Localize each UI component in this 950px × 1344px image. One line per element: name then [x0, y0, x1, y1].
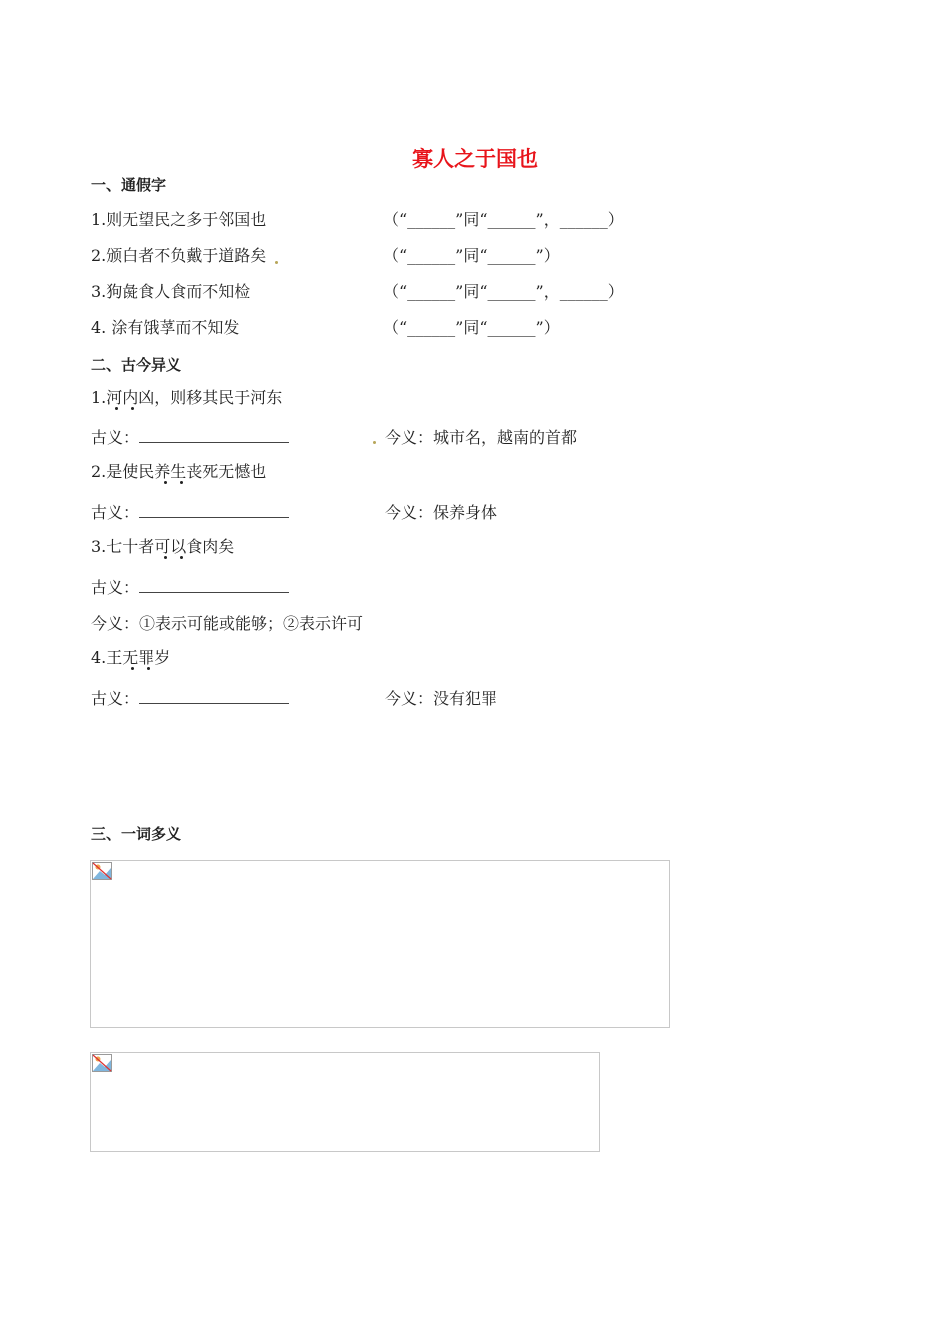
image-placeholder-2: [90, 1052, 600, 1152]
emphasis-dot: [180, 556, 183, 559]
ink-mark: [275, 261, 278, 264]
gujin-gu-2: [91, 503, 289, 523]
tongjia-fill-4: （“______”同“______”）: [383, 318, 560, 337]
tongjia-fill-3: （“______”同“______”，______）: [383, 282, 624, 301]
section-heading-tongjiazi: 一、通假字: [91, 176, 167, 194]
gujin-sentence-4: 4.王无罪岁: [91, 648, 171, 667]
gu-label: 古义：: [91, 503, 140, 522]
ink-mark: [373, 441, 376, 444]
emphasis-dot: [115, 407, 118, 410]
emphasis-dot: [180, 481, 183, 484]
gujin-sentence-3: 3.七十者可以食肉矣: [91, 537, 235, 556]
tongjia-item-2: 2.颁白者不负戴于道路矣: [91, 246, 267, 265]
answer-blank: [139, 503, 289, 518]
tongjia-item-1: 1.则无望民之多于邻国也: [91, 210, 267, 229]
gu-label: 古义：: [91, 428, 140, 447]
emphasis-dot: [164, 556, 167, 559]
tongjia-fill-1: （“______”同“______”，______）: [383, 210, 624, 229]
gujin-jin-4: 今义：没有犯罪: [385, 689, 498, 708]
gujin-gu-3: [91, 578, 289, 598]
answer-blank: [139, 578, 289, 593]
gujin-jin-2: 今义：保养身体: [385, 503, 498, 522]
section-heading-yiciduoyi: 三、一词多义: [91, 825, 182, 843]
answer-blank: [139, 689, 289, 704]
image-placeholder-1: [90, 860, 670, 1028]
emphasis-dot: [164, 481, 167, 484]
gujin-jin-1: 今义：城市名，越南的首都: [385, 428, 578, 447]
broken-image-icon: [92, 1054, 112, 1072]
broken-image-icon: [92, 862, 112, 880]
gujin-gu-4: [91, 689, 289, 709]
tongjia-item-3: 3.狗彘食人食而不知检: [91, 282, 251, 301]
tongjia-item-4: 4. 涂有饿莩而不知发: [91, 318, 240, 337]
emphasis-dot: [147, 667, 150, 670]
gu-label: 古义：: [91, 689, 140, 708]
gujin-jin-3: 今义：①表示可能或能够；②表示许可: [91, 614, 364, 633]
gujin-gu-1: [91, 428, 289, 448]
emphasis-dot: [131, 667, 134, 670]
gujin-sentence-2: 2.是使民养生丧死无憾也: [91, 462, 267, 481]
emphasis-dot: [131, 407, 134, 410]
answer-blank: [139, 428, 289, 443]
tongjia-fill-2: （“______”同“______”）: [383, 246, 560, 265]
section-heading-gujinyiyi: 二、古今异义: [91, 356, 182, 374]
page-title: 寡人之于国也: [412, 147, 538, 171]
gujin-sentence-1: 1.河内凶，则移其民于河东: [91, 388, 283, 407]
gu-label: 古义：: [91, 578, 140, 597]
